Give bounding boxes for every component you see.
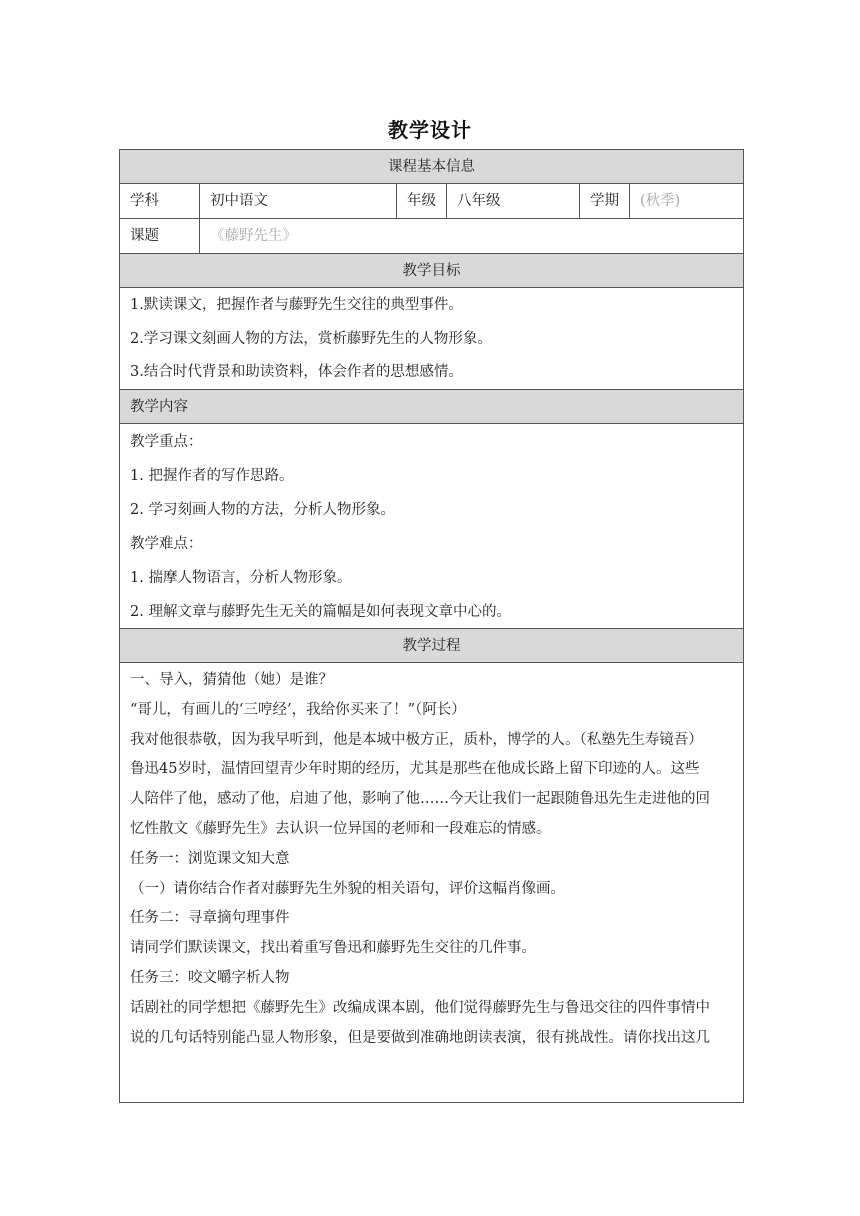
content-block xyxy=(120,424,743,629)
lesson-plan-table xyxy=(119,149,744,1103)
process-block xyxy=(120,663,743,1053)
term-label: 学期 xyxy=(580,184,630,218)
goals-block xyxy=(120,288,743,390)
process-line: 我对他很恭敬，因为我早听到，他是本城中极方正，质朴，博学的人。（私塾先生寿镜吾） xyxy=(130,731,703,748)
process-line: 任务三：咬文嚼字析人物 xyxy=(130,969,290,986)
process-line: （一）请你结合作者对藤野先生外貌的相关语句，评价这幅肖像画。 xyxy=(130,880,565,897)
subject-label: 学科 xyxy=(120,184,200,218)
grade-label: 年级 xyxy=(397,184,447,218)
process-line: 一、导入，猜猜他（她）是谁？ xyxy=(130,672,333,688)
process-line: 忆性散文《藤野先生》去认识一位异国的老师和一段难忘的情感。 xyxy=(130,820,551,837)
term-value: (秋季) xyxy=(640,193,681,209)
basic-info-row xyxy=(120,184,743,219)
process-line: 话剧社的同学想把《藤野先生》改编成课本剧，他们觉得藤野先生与鲁迅交往的四件事情中 xyxy=(130,999,710,1016)
subject-value: 初中语文 xyxy=(200,184,397,218)
process-header: 教学过程 xyxy=(120,629,743,663)
process-line: 说的几句话特别能凸显人物形象，但是要做到准确地朗读表演，很有挑战性。请你找出这几 xyxy=(130,1029,710,1046)
process-line: “哥儿，有画儿的‘三哼经’，我给你买来了！”（阿长） xyxy=(130,701,466,718)
process-line: 鲁迅45岁时，温情回望青少年时期的经历，尤其是那些在他成长路上留下印迹的人。这些 xyxy=(130,761,700,778)
topic-row xyxy=(120,219,743,254)
content-line: 2. 理解文章与藤野先生无关的篇幅是如何表现文章中心的。 xyxy=(130,604,511,620)
content-line: 教学重点： xyxy=(130,434,203,450)
process-line: 人陪伴了他，感动了他，启迪了他，影响了他……今天让我们一起跟随鲁迅先生走进他的回 xyxy=(130,791,710,808)
content-line: 1. 把握作者的写作思路。 xyxy=(130,468,294,484)
content-line: 教学难点： xyxy=(130,536,203,552)
grade-value: 八年级 xyxy=(447,184,580,218)
process-line: 任务一：浏览课文知大意 xyxy=(130,850,290,867)
topic-label: 课题 xyxy=(120,219,200,253)
process-line: 请同学们默读课文，找出着重写鲁迅和藤野先生交往的几件事。 xyxy=(130,940,536,957)
content-line: 1. 揣摩人物语言，分析人物形象。 xyxy=(130,570,352,586)
goal-item: 1.默读课文，把握作者与藤野先生交往的典型事件。 xyxy=(130,297,463,313)
goal-item: 2.学习课文刻画人物的方法，赏析藤野先生的人物形象。 xyxy=(130,330,492,347)
content-header: 教学内容 xyxy=(120,390,743,424)
basic-info-header: 课程基本信息 xyxy=(120,150,743,184)
goals-header: 教学目标 xyxy=(120,254,743,288)
document-title: 教学设计 xyxy=(388,118,472,142)
goal-item: 3.结合时代背景和助读资料，体会作者的思想感情。 xyxy=(130,364,463,380)
content-line: 2. 学习刻画人物的方法，分析人物形象。 xyxy=(130,502,395,518)
process-line: 任务二：寻章摘句理事件 xyxy=(130,910,290,927)
topic-value: 《藤野先生》 xyxy=(210,228,297,244)
